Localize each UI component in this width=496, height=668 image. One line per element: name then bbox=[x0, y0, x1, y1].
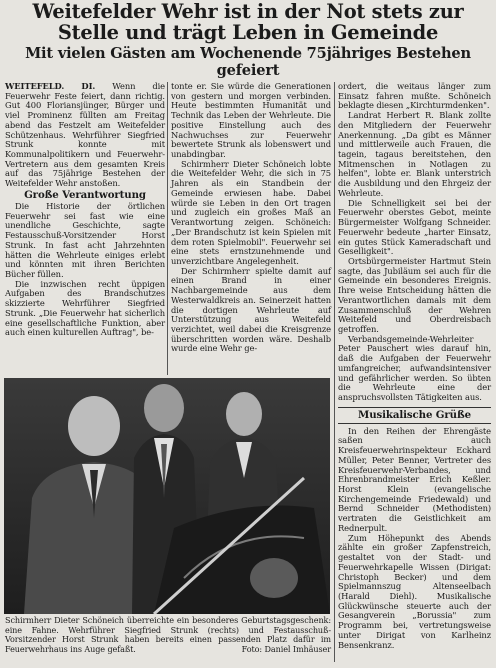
photo-credit: Foto: Daniel Imhäuser bbox=[241, 643, 331, 654]
section-heading-musikalische-gruesse: Musikalische Grüße bbox=[338, 407, 491, 424]
paragraph: Die Schnelligkeit sei bei der Feuerwehr oberstes Gebot, meinte Bürgermeister Wolfgang Schneider. Feuerwehr bedeute „harter Einsatz, ein gutes Stück Kameradschaft und Geselligkeit". bbox=[338, 197, 491, 257]
article-column-2 bbox=[171, 82, 331, 354]
paragraph: Die inzwischen recht üppigen Aufgaben des Brandschutzes skizzierte Wehrführer Siegfried Strunk. „Die Feuerwehr hat sicherlich eine gesellschaftliche Funktion, aber auch einen kulturellen Auftrag", be- bbox=[5, 278, 165, 338]
article-column-1 bbox=[5, 82, 165, 338]
news-photo bbox=[4, 378, 330, 614]
column-divider bbox=[334, 82, 335, 662]
subheadline: Mit vielen Gästen am Wochenende 75jähriges Bestehen gefeiert bbox=[25, 45, 471, 79]
paragraph: Der Schirmherr spielte damit auf einen Brand in einer Nachbargemeinde aus dem Westerwaldkreis an. Seinerzeit hatten die dortigen Wehrleute auf Unterstützung aus Weitefeld verzichtet, weil dabei die Kreisgrenze überschritten worden wäre. Deshalb wurde eine Wehr ge- bbox=[171, 265, 331, 354]
lead-paragraph bbox=[5, 82, 165, 189]
photo-caption bbox=[5, 616, 331, 654]
article-column-3 bbox=[338, 82, 491, 650]
section-heading-verantwortung: Große Verantwortung bbox=[24, 188, 146, 201]
paragraph: Die Historie der örtlichen Feuerwehr sei fast wie eine unendliche Geschichte, sagte Festausschuß-Vorsitzender Horst Strunk. In fast acht Jahrzehnten hätten die Wehrleute einiges erlebt und könnten mit ihren Berichten Bücher füllen. bbox=[5, 200, 165, 279]
dateline: WEITEFELD. DI. bbox=[5, 81, 96, 91]
paragraph: Zum Höhepunkt des Abends zählte ein großer Zapfenstreich, gestaltet von der Stadt- und Feuerwehrkapelle Wissen (Dirigat: Christoph Becker) und dem Spielmannszug Altenseelbach (Harald Diehl). Musikalische Glückwünsche steuerte auch der Gesangverein „Borussia" zum Programm bei, vertretungsweise unter Dirigat von Karlheinz Bensenkranz. bbox=[338, 532, 491, 650]
paragraph: In den Reihen der Ehrengäste saßen auch Kreisfeuerwehrinspekteur Eckhard Müller, Peter Benner, Vertreter des Kreisfeuerwehr-Verbandes, und Ehrenbrandmeister Erich Keßler. Horst Klein (evangelische Kirchengemeinde Friedewald) und Bernd Schneider (Methodisten) vertraten die Geistlichkeit am Rednerpult. bbox=[338, 425, 491, 533]
headline: Weitefelder Wehr ist in der Not stets zur Stelle und trägt Leben in Gemeinde bbox=[32, 0, 464, 44]
paragraph: tonte er. Sie würde die Generationen von gestern und morgen verbinden. Heute bestimmten Humanität und Technik das Leben der Wehrleute. Die positive Einstellung auch des Nachwuchses zur Feuerwehr bewertete Strunk als lobenswert und unabdingbar. bbox=[171, 81, 331, 160]
photo-illustration bbox=[4, 378, 330, 614]
caption-text: Schirmherr Dieter Schöneich überreichte ein besonderes Geburtstagsgeschenk: eine Fahne. Wehrführer Siegfried Strunk (rechts) und Festausschuß-Vorsitzender Horst Strunk haben bereits einen passenden Platz dafür im Feuerwehrhaus ins Auge gefaßt. bbox=[5, 615, 331, 654]
paragraph: Landrat Herbert R. Blank zollte den Mitgliedern der Feuerwehr Anerkennung. „Da gibt es Männer und mittlerweile auch Frauen, die tagein, tagaus bereitstehen, den Mitmenschen in Notlagen zu helfen", lobte er. Blank unterstrich die Ausbildung und den Ehrgeiz der Wehrleute. bbox=[338, 110, 491, 198]
column-divider bbox=[167, 82, 168, 375]
paragraph: Schirmherr Dieter Schöneich lobte die Weitefelder Wehr, die sich in 75 Jahren als ein Standbein der Gemeinde erwiesen habe. Dabei würde sie Leben in den Ort tragen und zugleich ein großes Maß an Verantwortung zeigen. Schöneich: „Der Brandschutz ist kein Spielen mit dem roten Spielmobil". Feuerwehr sei eine stets ernstzunehmende und unverzichtbare Angelegenheit. bbox=[171, 158, 331, 266]
paragraph: ordert, die weitaus länger zum Einsatz fahren mußte. Schöneich beklagte diesen „Kirchturmdenken". bbox=[338, 81, 491, 111]
paragraph: Verbandsgemeinde-Wehrleiter Peter Pauschert wies darauf hin, daß die Aufgaben der Feuerwehr umfangreicher, aufwandsintensiver und gefährlicher werden. So übten die Wehrleute eine der anspruchsvollsten Tätigkeiten aus. bbox=[338, 333, 491, 402]
paragraph: Ortsbürgermeister Hartmut Stein sagte, das Jubiläum sei auch für die Gemeinde ein besonderes Ereignis. Ihre weise Entscheidung hätten die Verantwortlichen damals mit dem Zusammenschluß der Wehren Weitefeld und Oberdreisbach getroffen. bbox=[338, 255, 491, 334]
lead-text: Wenn die Feuerwehr Feste feiert, dann richtig. Gut 400 Floriansjünger, Bürger und viel Prominenz füllten am Freitag abend das Festzelt am Weitefelder Schützenhaus. Wehrführer Siegfried Strunk konnte mit Kommunalpolitikern und Feuerwehr-Vertretern aus dem gesamten Kreis auf das 75jährige Bestehen der Weitefelder Wehr anstoßen. bbox=[5, 81, 165, 189]
